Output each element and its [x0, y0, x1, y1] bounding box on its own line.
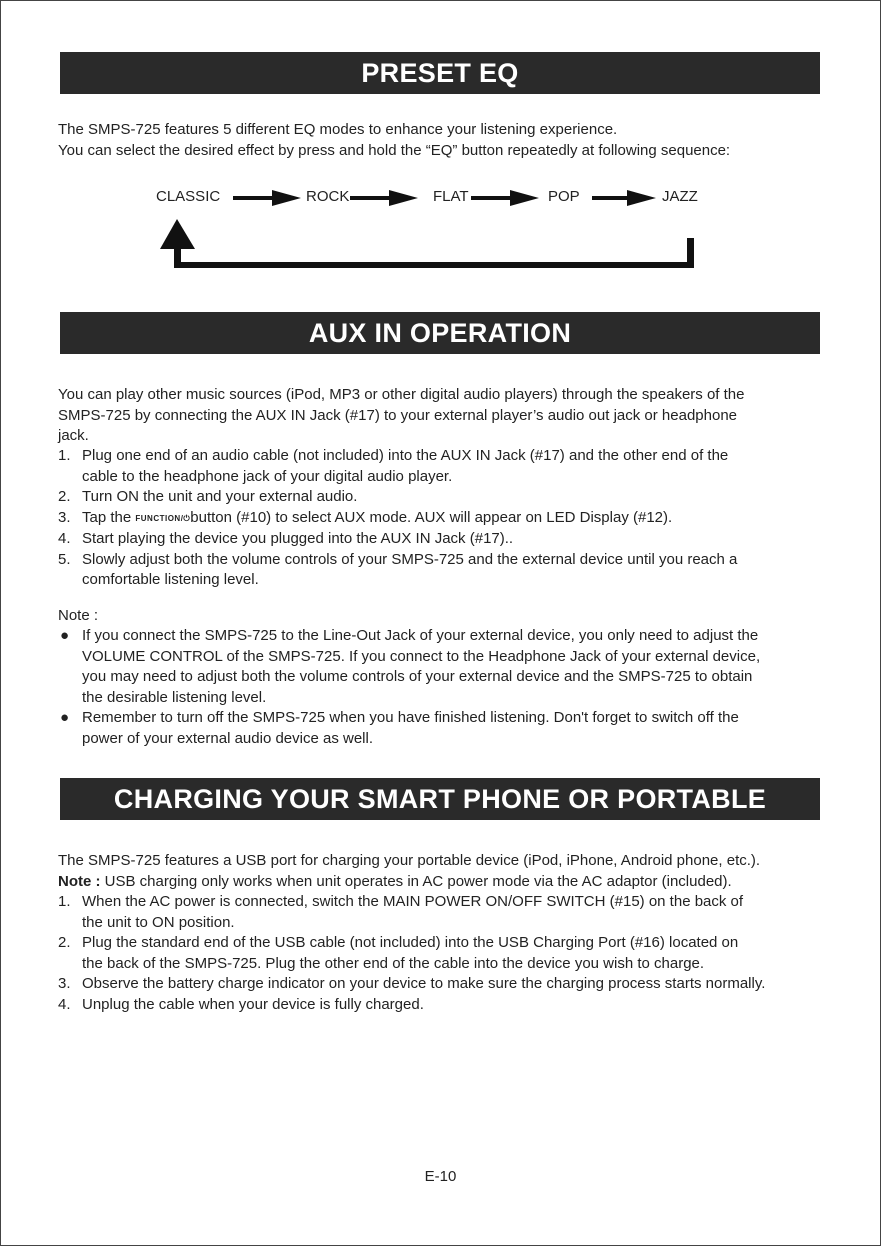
step-number: 5. [58, 550, 71, 568]
bullet-icon: ● [60, 627, 70, 644]
charging-step [58, 974, 858, 995]
aux-intro [58, 385, 858, 447]
step-number: 4. [58, 995, 71, 1013]
aux-step [58, 550, 858, 591]
eq-mode-classic: CLASSIC [156, 188, 221, 205]
charging-step [58, 995, 858, 1016]
step-text: button (#10) to select AUX mode. AUX will appear on LED Display (#12). [190, 508, 673, 526]
step-line: Turn ON the unit and your external audio. [82, 488, 358, 505]
step-line: the unit to ON position. [82, 913, 235, 931]
charging-intro [58, 851, 858, 892]
note-item [58, 626, 858, 708]
step-number: 3. [58, 508, 71, 526]
step-line: cable to the headphone jack of your digital audio player. [82, 467, 453, 485]
arrow-right-icon [233, 190, 301, 206]
charging-step [58, 892, 858, 933]
preset-eq-heading: PRESET EQ [60, 52, 820, 94]
step-line: Plug the standard end of the USB cable (not included) into the USB Charging Port (#16) located on [82, 934, 739, 951]
preset-eq-intro-line: You can select the desired effect by press and hold the “EQ” button repeatedly at following sequence: [58, 141, 731, 159]
eq-sequence-arrows [0, 0, 881, 290]
note-line: power of your external audio device as well. [82, 729, 373, 747]
note-line: Remember to turn off the SMPS-725 when you have finished listening. Don't forget to switch off the [82, 709, 739, 726]
aux-steps [58, 446, 858, 591]
eq-mode-pop: POP [548, 188, 580, 205]
aux-heading: AUX IN OPERATION [60, 312, 820, 354]
step-number: 1. [58, 893, 71, 910]
arrow-right-icon [350, 190, 418, 206]
charging-note-text: USB charging only works when unit operates in AC power mode via the AC adaptor (included). [100, 872, 732, 890]
charging-step [58, 933, 858, 974]
charging-note [58, 872, 858, 893]
step-line: the back of the SMPS-725. Plug the other end of the cable into the device you wish to charge. [82, 954, 705, 972]
arrow-right-icon [471, 190, 539, 206]
step-line [82, 508, 858, 530]
step-line: Slowly adjust both the volume controls of your SMPS-725 and the external device until you reach a [82, 550, 738, 568]
aux-step [58, 508, 858, 530]
note-line: you may need to adjust both the volume controls of your external device and the SMPS-725 to obtain [82, 668, 753, 685]
charging-note-label: Note : [58, 872, 101, 890]
function-power-key-icon: FUNCTION/⏻ [135, 513, 191, 523]
step-number: 4. [58, 530, 71, 547]
eq-mode-jazz: JAZZ [662, 188, 698, 205]
step-line: Observe the battery charge indicator on your device to make sure the charging process starts normally. [82, 975, 766, 992]
aux-step [58, 487, 858, 508]
step-number: 2. [58, 934, 71, 951]
step-number: 1. [58, 447, 71, 464]
step-number: 2. [58, 488, 71, 505]
loop-back-arrow-icon [160, 219, 694, 268]
step-line: When the AC power is connected, switch the MAIN POWER ON/OFF SWITCH (#15) on the back of [82, 893, 744, 910]
step-line: Unplug the cable when your device is fully charged. [82, 995, 424, 1013]
step-line: Plug one end of an audio cable (not included) into the AUX IN Jack (#17) and the other end of the [82, 447, 729, 464]
aux-intro-line: SMPS-725 by connecting the AUX IN Jack (#17) to your external player’s audio out jack or headphone [58, 406, 738, 424]
note-line: VOLUME CONTROL of the SMPS-725. If you connect to the Headphone Jack of your external device, [82, 647, 761, 665]
charging-heading: CHARGING YOUR SMART PHONE OR PORTABLE DEVICE [60, 778, 820, 820]
step-line: comfortable listening level. [82, 571, 259, 588]
eq-mode-rock: ROCK [306, 188, 350, 205]
step-text: Tap the [82, 508, 136, 526]
step-number: 3. [58, 975, 71, 992]
aux-intro-line: You can play other music sources (iPod, MP3 or other digital audio players) through the speakers of the [58, 386, 745, 403]
note-item [58, 708, 858, 749]
aux-note-label: Note : [58, 607, 99, 624]
aux-notes [58, 626, 858, 749]
note-line: If you connect the SMPS-725 to the Line-Out Jack of your external device, you only need to adjust the [82, 627, 759, 644]
note-line: the desirable listening level. [82, 688, 267, 706]
aux-intro-line: jack. [58, 427, 89, 444]
aux-step [58, 529, 858, 550]
eq-mode-flat: FLAT [433, 188, 469, 205]
charging-intro-line: The SMPS-725 features a USB port for charging your portable device (iPod, iPhone, Android phone, etc.). [58, 852, 761, 869]
page-number: E-10 [424, 1168, 457, 1185]
aux-step [58, 446, 858, 487]
bullet-icon: ● [60, 709, 70, 726]
charging-steps [58, 892, 858, 1015]
arrow-right-icon [592, 190, 656, 206]
step-line: Start playing the device you plugged into the AUX IN Jack (#17).. [82, 530, 514, 547]
preset-eq-intro-line: The SMPS-725 features 5 different EQ modes to enhance your listening experience. [58, 121, 618, 138]
